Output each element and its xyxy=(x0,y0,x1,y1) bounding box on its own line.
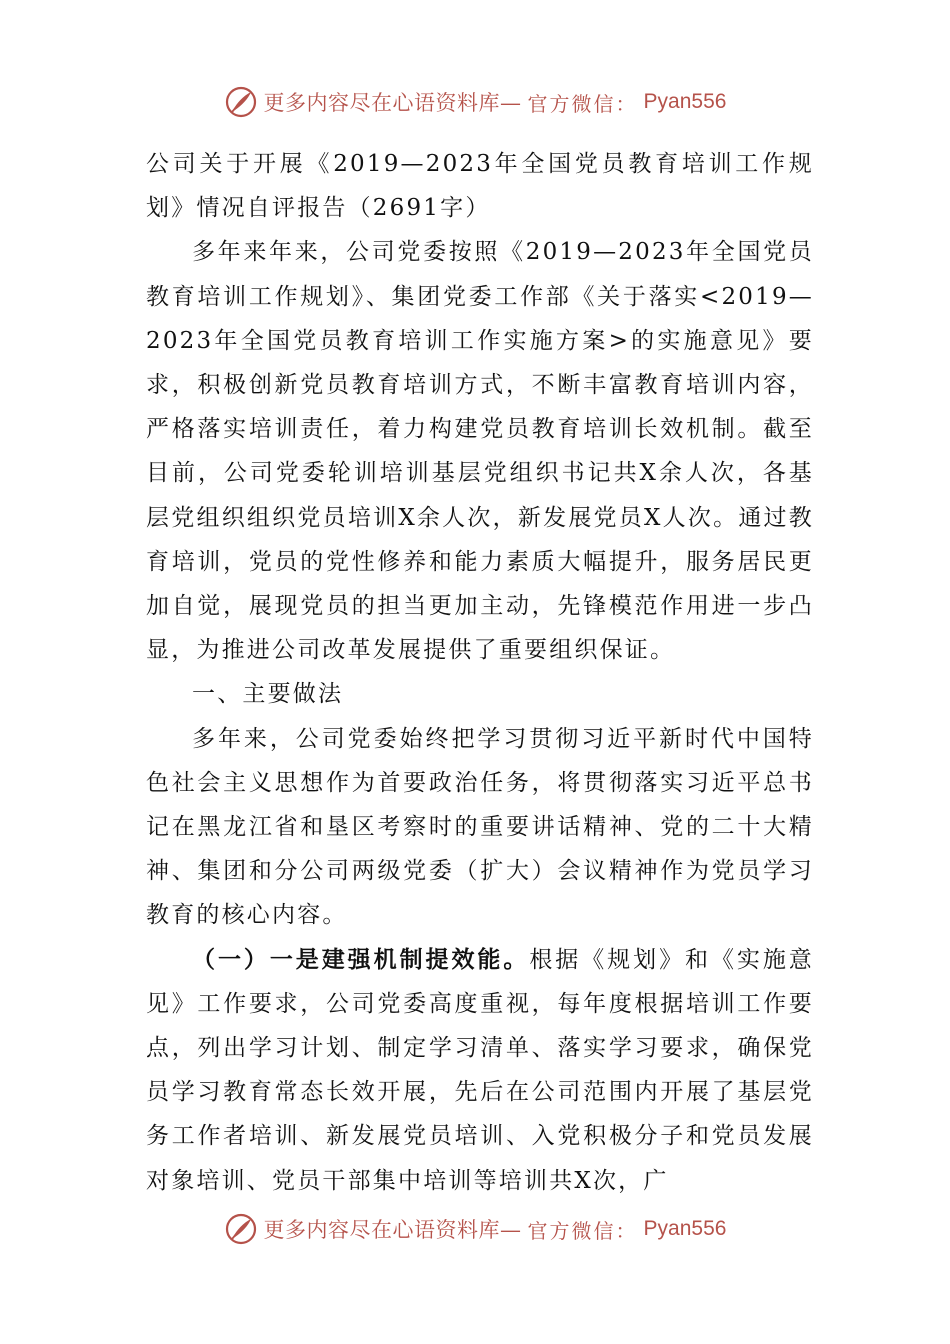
watermark-text: 更多内容尽在心语资料库— xyxy=(263,91,522,115)
watermark-header xyxy=(0,82,950,122)
quill-logo-icon xyxy=(224,1212,258,1246)
watermark-footer xyxy=(0,1209,950,1249)
document-body xyxy=(146,142,814,1203)
quill-logo-icon xyxy=(224,85,258,119)
intro-paragraph: 多年来年来，公司党委按照《2019—2023年全国党员教育培训工作规划》、集团党委工作部《关于落实<2019—2023年全国党员教育培训工作实施方案>的实施意见》要求，积极创新党员教育培训方式，不断丰富教育培训内容，严格落实培训责任，着力构建党员教育培训长效机制。截至目前，公司党委轮训培训基层党组织书记共X余人次，各基层党组织组织党员培训X余人次，新发展党员X人次。通过教育培训，党员的党性修养和能力素质大幅提升，服务居民更加自觉，展现党员的担当更加主动，先锋模范作用进一步凸显，为推进公司改革发展提供了重要组织保证。 xyxy=(146,239,814,664)
watermark-label: 官方微信： xyxy=(527,1218,638,1243)
document-title: 公司关于开展《2019—2023年全国党员教育培训工作规划》情况自评报告（2691字） xyxy=(146,151,814,222)
watermark-wechat-id: Pyan556 xyxy=(643,1217,727,1240)
section-paragraph: 多年来，公司党委始终把学习贯彻习近平新时代中国特色社会主义思想作为首要政治任务，将贯彻落实习近平总书记在黑龙江省和垦区考察时的重要讲话精神、党的二十大精神、集团和分公司两级党委（扩大）会议精神作为党员学习教育的核心内容。 xyxy=(146,725,814,929)
watermark-wechat-id: Pyan556 xyxy=(643,90,727,113)
watermark-label: 官方微信： xyxy=(527,91,638,116)
subsection-body: 根据《规划》和《实施意见》工作要求，公司党委高度重视，每年度根据培训工作要点，列出学习计划、制定学习清单、落实学习要求，确保党员学习教育常态长效开展，先后在公司范围内开展了基层党务工作者培训、新发展党员培训、入党积极分子和党员发展对象培训、党员干部集中培训等培训共X次，广 xyxy=(146,946,815,1194)
subsection-paragraph xyxy=(146,938,814,1203)
section-heading: 一、主要做法 xyxy=(192,681,344,708)
subsection-heading: （一）一是建强机制提效能。 xyxy=(192,945,530,973)
watermark-text: 更多内容尽在心语资料库— xyxy=(263,1218,522,1242)
